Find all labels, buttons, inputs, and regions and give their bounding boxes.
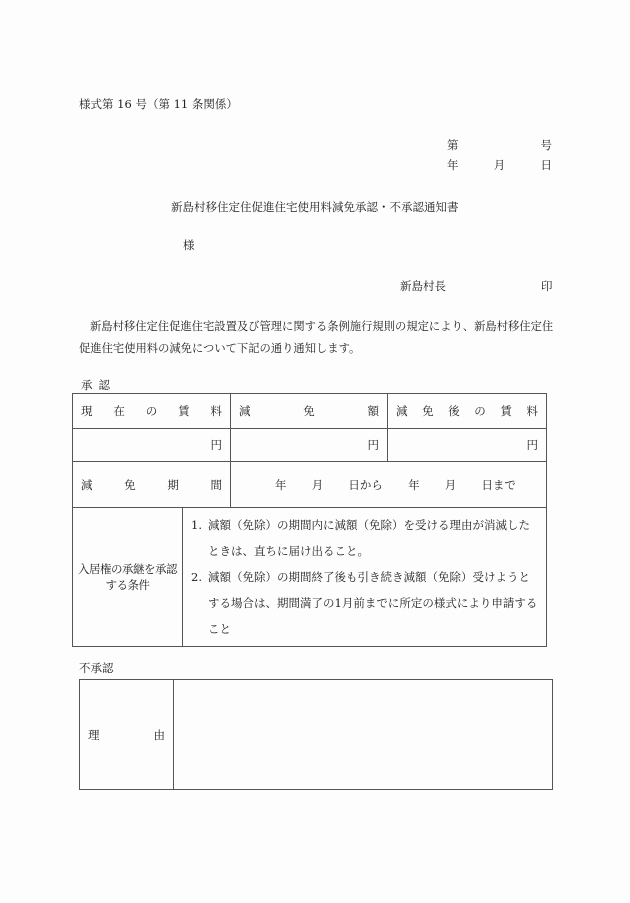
header-reduction-amount-chars — [231, 403, 387, 419]
condition-item — [191, 512, 538, 564]
addressee-suffix: 様 — [183, 238, 195, 252]
rejection-reason-row — [80, 680, 553, 790]
reduction-period-label — [73, 462, 231, 508]
reduction-period-parts — [231, 477, 546, 493]
rejection-reason-field[interactable] — [174, 680, 553, 790]
header-current-rent-chars — [73, 403, 230, 419]
header-char: 減 — [396, 404, 408, 418]
condition-text: 減額（免除）の期間内に減額（免除）を受ける理由が消滅したときは、直ちに届け出ること。 — [208, 518, 530, 558]
document-date — [447, 157, 552, 173]
header-current-rent — [73, 394, 231, 429]
reduction-amount-field[interactable] — [231, 429, 388, 462]
date-year: 年 — [447, 158, 459, 172]
label-char: 由 — [153, 727, 165, 742]
form-number: 様式第 16 号（第 11 条関係） — [79, 97, 238, 111]
reduction-period-field[interactable] — [231, 462, 547, 508]
reduction-period-label-chars — [73, 477, 230, 493]
period-end-year: 年 — [408, 477, 420, 492]
condition-item — [191, 564, 538, 642]
header-char: 減 — [239, 404, 251, 418]
label-char: 期 — [167, 477, 179, 492]
approval-header-row — [73, 394, 547, 429]
rejection-table — [79, 679, 553, 790]
issuer-name: 新島村長 — [400, 279, 446, 293]
header-reduction-amount — [231, 394, 388, 429]
header-char: 賃 — [500, 404, 512, 418]
approval-heading: 承認 — [81, 378, 116, 392]
body-text: 新島村移住定住促進住宅設置及び管理に関する条例施行規則の規定により、新島村移住定住促進住宅使用料の減免について下記の通り通知します。 — [79, 320, 554, 355]
date-month: 月 — [493, 158, 506, 172]
label-char: 理 — [88, 727, 100, 742]
reduction-period-row — [73, 462, 547, 508]
yen-unit: 円 — [367, 438, 379, 452]
conditions-list — [183, 508, 547, 647]
header-char: 賃 — [178, 404, 190, 418]
header-char: 後 — [448, 404, 460, 418]
period-start-month: 月 — [311, 477, 324, 492]
header-char: 料 — [526, 404, 538, 418]
header-char: の — [474, 404, 486, 418]
header-char: 現 — [81, 404, 93, 418]
header-char: の — [145, 404, 158, 418]
conditions-row — [73, 508, 547, 647]
period-end-month: 月 — [444, 477, 457, 492]
header-char: 料 — [210, 404, 222, 418]
condition-text: 減額（免除）の期間終了後も引き続き減額（免除）受けようとする場合は、期間満了の1月前までに所定の様式により申請すること — [208, 570, 538, 636]
label-char: 免 — [124, 477, 136, 492]
doc-number-prefix: 第 — [447, 138, 459, 152]
period-start-day: 日から — [348, 477, 383, 492]
rejection-reason-label — [80, 680, 174, 790]
condition-number: 1. — [191, 518, 202, 532]
period-start-year: 年 — [275, 477, 287, 492]
rejection-heading: 不承認 — [79, 661, 114, 675]
label-char: 減 — [81, 477, 93, 492]
label-char: 間 — [210, 477, 222, 492]
current-rent-field[interactable] — [73, 429, 231, 462]
approval-amount-row — [73, 429, 547, 462]
conditions-label-text: 入居権の承継を承認する条件 — [78, 562, 177, 592]
condition-number: 2. — [191, 570, 202, 584]
rent-after-reduction-field[interactable] — [388, 429, 547, 462]
rejection-reason-label-chars — [80, 727, 173, 743]
conditions-label — [73, 508, 183, 647]
header-rent-after-reduction — [388, 394, 547, 429]
header-rent-after-reduction-chars — [388, 403, 546, 419]
approval-table — [72, 393, 547, 647]
header-char: 免 — [303, 404, 315, 418]
document-number — [447, 137, 552, 153]
doc-number-suffix: 号 — [540, 138, 552, 152]
date-day: 日 — [540, 158, 552, 172]
period-end-day: 日まで — [481, 477, 516, 492]
header-char: 在 — [113, 404, 125, 418]
header-char: 免 — [422, 404, 434, 418]
document-title: 新島村移住定住促進住宅使用料減免承認・不承認通知書 — [171, 200, 459, 214]
header-char: 額 — [367, 404, 379, 418]
yen-unit: 円 — [526, 438, 538, 452]
yen-unit: 円 — [210, 438, 222, 452]
issuer-seal: 印 — [541, 279, 553, 293]
